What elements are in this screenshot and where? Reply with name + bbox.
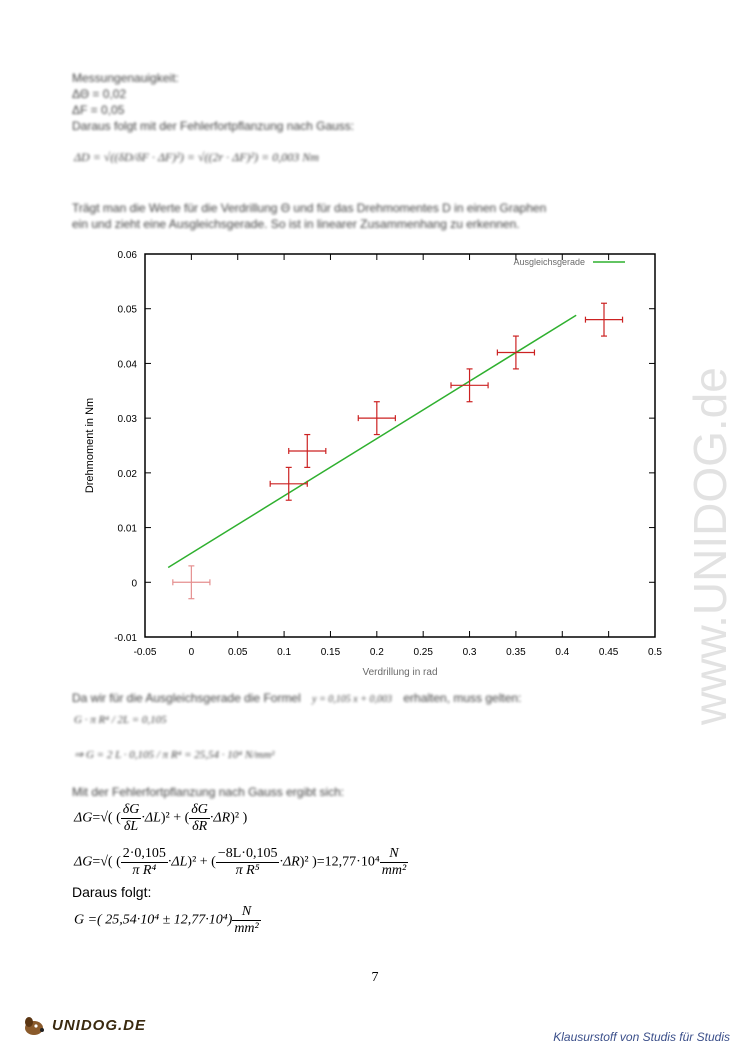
- dg2-b-rest: ·ΔR: [279, 854, 300, 870]
- dg1-a-den: δL: [123, 819, 139, 834]
- g-final-value: G =( 25,54·10⁴ ± 12,77·10⁴): [74, 912, 233, 928]
- dg1-b-num: δG: [191, 802, 208, 817]
- error-bar-point: [173, 566, 210, 599]
- dg2-b-den: π R⁵: [235, 863, 260, 878]
- dg1-b-rest: ·ΔR: [209, 810, 231, 826]
- x-tick-label: 0.1: [277, 647, 292, 658]
- footer-tagline: Klausurstoff von Studis für Studis: [553, 1030, 730, 1044]
- x-tick-label: 0.05: [227, 647, 248, 658]
- gauss-error-line: Mit der Fehlerfortpflanzung nach Gauss ergibt sich:: [72, 785, 345, 799]
- g-unit-num: N: [232, 904, 260, 921]
- g-unit-den: mm²: [234, 921, 259, 936]
- dg1-a-rest: ·ΔL: [141, 810, 161, 826]
- dg2-unit-den: mm²: [381, 863, 407, 878]
- x-tick-label: 0.35: [506, 647, 526, 658]
- regression-formula: y = 0,105 x + 0,003: [312, 694, 392, 705]
- y-tick-label: 0.03: [117, 414, 137, 426]
- y-tick-label: 0.01: [117, 523, 137, 535]
- y-tick-label: 0.04: [117, 359, 137, 371]
- y-tick-label: 0.06: [117, 250, 137, 261]
- delta-g-equation-2: ΔG=√( ( $\frac{2\cdot 0,105}{\text{π R⁴}}$ ·ΔL)² + ( $\frac{-8L\cdot 0,105}{\text{π R⁵}}$ ·ΔR)² )=12,77·10⁴ $\frac{N}{\text{mm²}}$: [74, 846, 407, 878]
- formula-intro-suffix: erhalten, muss gelten:: [403, 691, 522, 705]
- x-tick-label: 0.2: [369, 647, 384, 658]
- error-bar-point: [270, 467, 307, 500]
- y-tick-label: 0.05: [117, 304, 137, 316]
- plot-frame: [145, 254, 655, 637]
- fit-line: [168, 315, 576, 567]
- dg2-lhs: ΔG: [74, 854, 93, 870]
- x-tick-label: 0: [188, 647, 195, 658]
- x-axis-label: Verdrillung in rad: [362, 667, 438, 678]
- y-axis-label: Drehmoment in Nm: [84, 397, 96, 494]
- dg1-a-num: δG: [122, 802, 140, 817]
- dg1-b-den: δR: [192, 819, 208, 834]
- delta-theta-line: ΔΘ = 0,02: [72, 87, 127, 101]
- delta-g-equation-1: ΔG=√( ( $\frac{\delta G}{\delta L}$ ·ΔL)² + ( $\frac{\delta G}{\delta R}$ ·ΔR)² ): [74, 802, 248, 834]
- watermark-text: www.UNIDOG.de: [684, 367, 736, 725]
- page-number: 7: [371, 970, 379, 985]
- formula-intro-line: [72, 690, 521, 708]
- x-tick-label: 0.45: [598, 647, 619, 658]
- y-tick-label: 0.02: [117, 468, 137, 480]
- daraus-folgt: Daraus folgt:: [72, 884, 152, 900]
- dg2-a-num: 2·0,105: [122, 846, 166, 861]
- dog-icon: [22, 1015, 48, 1037]
- x-tick-label: 0.25: [413, 647, 433, 658]
- formula-intro-text: Da wir für die Ausgleichsgerade die Formel: [72, 691, 301, 705]
- equation-g-1: G · π R⁴ / 2L = 0,105: [74, 714, 167, 726]
- x-tick-label: 0.15: [320, 647, 341, 658]
- y-tick-label: 0: [131, 578, 137, 590]
- x-tick-label: 0.4: [555, 647, 570, 658]
- x-tick-label: -0.05: [133, 647, 157, 658]
- x-tick-label: 0.3: [462, 647, 477, 658]
- error-bar-point: [585, 303, 622, 336]
- error-bar-point: [497, 336, 534, 369]
- paragraph-line-2: ein und zieht eine Ausgleichsgerade. So ist in linearer Zusammenhang zu erkennen.: [72, 217, 520, 231]
- dg2-a-den: π R⁴: [132, 863, 157, 878]
- dg2-result: =12,77·10⁴: [316, 854, 380, 870]
- watermark: [678, 270, 738, 730]
- formula-delta-d: ΔD = √((δD/δF · ΔF)²) = √((2r · ΔF)²) = 0,003 Nm: [74, 150, 319, 164]
- equation-g-2: ⇒ G = 2 L · 0,105 / π R⁴ = 25,54 · 10⁴ N/mm²: [74, 749, 275, 761]
- y-tick-label: -0.01: [114, 633, 137, 644]
- chart: [70, 240, 670, 680]
- error-bar-point: [289, 435, 326, 468]
- paragraph-line-1: Trägt man die Werte für die Verdrillung Θ und für das Drehmomentes D in einen Graphen: [72, 201, 547, 215]
- dg2-unit-num: N: [380, 846, 408, 863]
- logo: [22, 1015, 146, 1037]
- dg1-lhs: ΔG: [74, 810, 93, 826]
- gauss-intro-line: Daraus folgt mit der Fehlerfortpflanzung nach Gauss:: [72, 119, 355, 133]
- delta-f-line: ΔF = 0,05: [72, 103, 125, 117]
- dg2-a-rest: ·ΔL: [167, 854, 188, 870]
- heading-measurement-uncertainty: Messungenauigkeit:: [72, 71, 179, 85]
- logo-text: UNIDOG.DE: [52, 1016, 147, 1034]
- g-final-equation: [74, 904, 261, 937]
- dg2-b-num: −8L·0,105: [217, 846, 278, 861]
- x-tick-label: 0.5: [648, 647, 662, 658]
- legend-label: Ausgleichsgerade: [513, 257, 585, 267]
